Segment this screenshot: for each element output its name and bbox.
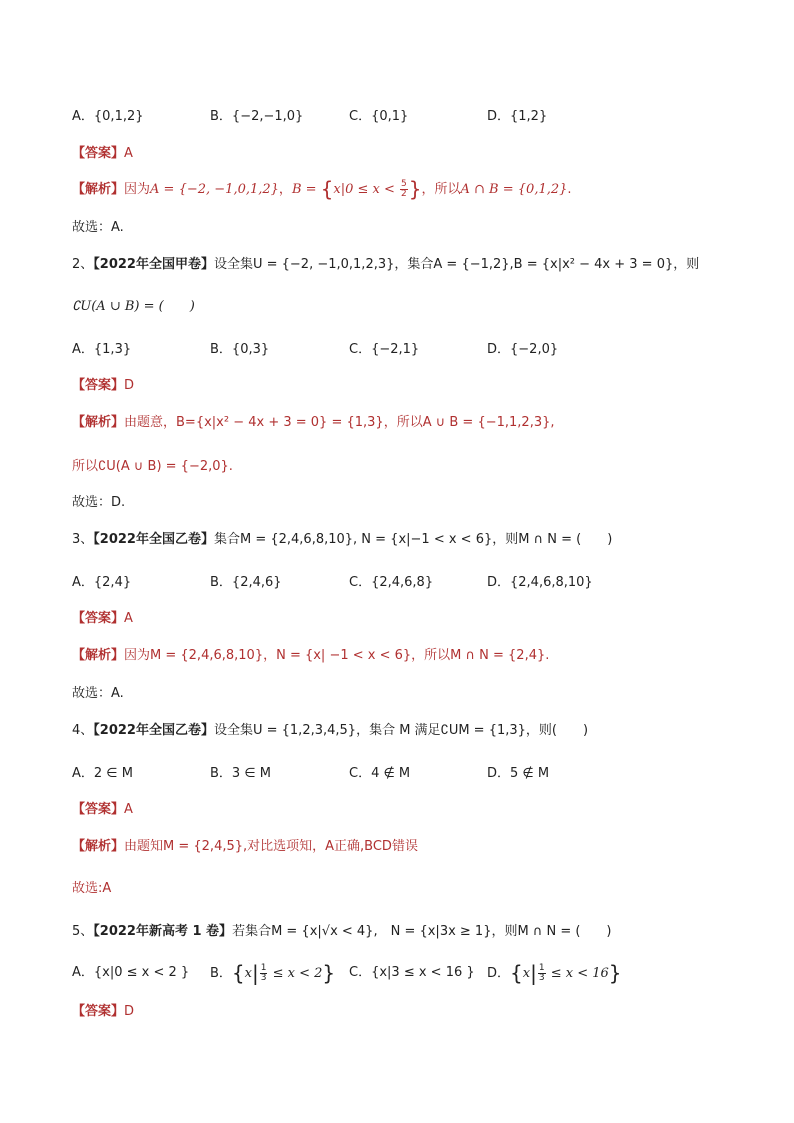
- q2-option-d: D．{−2,0}: [487, 342, 559, 357]
- q1-choose: [72, 219, 124, 237]
- q5-option-c: C．{x|3 ≤ x < 16 }: [349, 965, 475, 980]
- answer-label: 【答案】: [72, 802, 125, 817]
- answer-label: 【答案】: [72, 611, 125, 626]
- q3-answer: [72, 610, 133, 628]
- choose-text: 故选：D.: [72, 495, 126, 510]
- option-letter: B．: [210, 966, 232, 981]
- denominator: 2: [401, 189, 407, 199]
- question-source: 【2022年全国乙卷】: [93, 723, 214, 738]
- period: .: [567, 182, 572, 197]
- question-text: 设全集U = {−2, −1,0,1,2,3}，集合A = {−1,2},B = {x|x² − 4x + 3 = 0}，则: [213, 257, 700, 272]
- set-a: A = {−2, −1,0,1,2}: [150, 182, 279, 197]
- choose-text: 故选：A.: [72, 220, 124, 235]
- question-source: 【2022年全国甲卷】: [93, 257, 214, 272]
- q3-choose: [72, 685, 124, 703]
- left-brace: {: [320, 177, 334, 201]
- choose-text: 故选:A: [72, 881, 112, 896]
- question-number: 2、: [72, 257, 94, 272]
- q5-option-a: A．{x|0 ≤ x < 2 }: [72, 965, 190, 980]
- q5-option-b: [210, 961, 336, 985]
- q2-analysis: [72, 414, 555, 432]
- fraction: [400, 180, 408, 199]
- q1-option-b: B．{−2,−1,0}: [210, 109, 304, 124]
- q4-answer: [72, 801, 133, 819]
- q3-stem: [72, 531, 612, 549]
- q2-option-c: C．{−2,1}: [349, 342, 420, 357]
- q4-option-c: C．4 ∉ M: [349, 766, 411, 781]
- q5-answer: [72, 1003, 134, 1021]
- right-brace: }: [608, 961, 622, 985]
- left-brace: {: [231, 961, 245, 985]
- right-brace: }: [322, 961, 336, 985]
- answer-label: 【答案】: [72, 146, 125, 161]
- q3-option-d: D．{2,4,6,8,10}: [487, 575, 593, 590]
- q2-analysis-cont: [72, 458, 233, 476]
- question-text: 若集合M = {x|√x < 4}, N = {x|3x ≥ 1}，则M ∩ N = ( ): [232, 924, 612, 939]
- set-var: x: [244, 966, 252, 981]
- answer-value: A: [124, 611, 133, 626]
- left-brace: {: [510, 961, 523, 985]
- q1-option-a: A．{0,1,2}: [72, 109, 144, 124]
- q1-option-d: D．{1,2}: [487, 109, 548, 124]
- question-source: 【2022年全国乙卷】: [93, 532, 214, 547]
- numerator: 1: [260, 963, 267, 973]
- question-number: 4、: [72, 723, 94, 738]
- question-text: 设全集U = {1,2,3,4,5}，集合 M 满足∁UM = {1,3}，则( ): [213, 723, 589, 738]
- set-body: ≤ x < 2: [268, 966, 323, 981]
- q2-option-b: B．{0,3}: [210, 342, 270, 357]
- analysis-text-2: 所以∁U(A ∪ B) = {−2,0}.: [72, 459, 233, 474]
- q4-choose: [72, 880, 111, 898]
- set-b-prefix: B =: [291, 182, 321, 197]
- q1-option-c: C．{0,1}: [349, 109, 409, 124]
- numerator: 1: [538, 963, 545, 973]
- question-text: 集合M = {2,4,6,8,10}, N = {x|−1 < x < 6}，则M ∩ N = ( ): [213, 532, 613, 547]
- analysis-text: 由题意，B={x|x² − 4x + 3 = 0} = {1,3}，所以A ∪ B = {−1,1,2,3},: [124, 415, 555, 430]
- numerator: 5: [401, 179, 407, 189]
- q4-option-a: A．2 ∈ M: [72, 766, 133, 781]
- set-b-body: x|0 ≤ x <: [333, 182, 400, 197]
- set-body: ≤ x < 16: [546, 966, 609, 981]
- analysis-text-2: ，所以: [421, 182, 461, 197]
- bar: |: [530, 961, 537, 985]
- answer-label: 【答案】: [72, 1004, 125, 1019]
- q3-analysis: [72, 647, 549, 665]
- result: A ∩ B = {0,1,2}: [460, 182, 568, 197]
- question-source: 【2022年新高考 1 卷】: [93, 924, 233, 939]
- denominator: 3: [260, 973, 267, 983]
- q4-analysis: [72, 838, 418, 856]
- analysis-label: 【解析】: [72, 648, 125, 663]
- q2-choose: [72, 494, 125, 512]
- analysis-label: 【解析】: [72, 415, 125, 430]
- q5-stem: [72, 923, 612, 941]
- q3-option-b: B．{2,4,6}: [210, 575, 282, 590]
- analysis-text: 因为: [124, 182, 151, 197]
- answer-value: A: [124, 802, 133, 817]
- comma: ，: [278, 182, 292, 197]
- q5-option-d: [487, 961, 622, 985]
- question-number: 3、: [72, 532, 94, 547]
- question-text-2: ∁U(A ∪ B) = ( ): [72, 299, 195, 314]
- fraction: [260, 964, 268, 983]
- q2-answer: [72, 377, 134, 395]
- analysis-text: 因为M = {2,4,6,8,10}，N = {x| −1 < x < 6}，所以M ∩ N = {2,4}.: [124, 648, 550, 663]
- q1-analysis: [72, 177, 572, 201]
- q2-stem: [72, 256, 699, 274]
- option-letter: D．: [487, 966, 511, 981]
- fraction: [538, 964, 546, 983]
- q2-stem-cont: [72, 298, 195, 316]
- analysis-label: 【解析】: [72, 839, 125, 854]
- analysis-label: 【解析】: [72, 182, 125, 197]
- answer-value: A: [124, 146, 133, 161]
- set-var: x: [522, 966, 531, 981]
- q2-option-a: A．{1,3}: [72, 342, 132, 357]
- q4-option-d: D．5 ∉ M: [487, 766, 550, 781]
- bar: |: [252, 961, 259, 985]
- answer-label: 【答案】: [72, 378, 125, 393]
- denominator: 3: [538, 973, 545, 983]
- q3-option-a: A．{2,4}: [72, 575, 132, 590]
- right-brace: }: [408, 177, 422, 201]
- answer-value: D: [124, 1004, 135, 1019]
- q4-stem: [72, 722, 588, 740]
- q1-answer: [72, 145, 133, 163]
- choose-text: 故选：A.: [72, 686, 124, 701]
- answer-value: D: [124, 378, 135, 393]
- analysis-text: 由题知M = {2,4,5},对比选项知，A正确,BCD错误: [124, 839, 418, 854]
- q4-option-b: B．3 ∈ M: [210, 766, 271, 781]
- question-number: 5、: [72, 924, 94, 939]
- q3-option-c: C．{2,4,6,8}: [349, 575, 434, 590]
